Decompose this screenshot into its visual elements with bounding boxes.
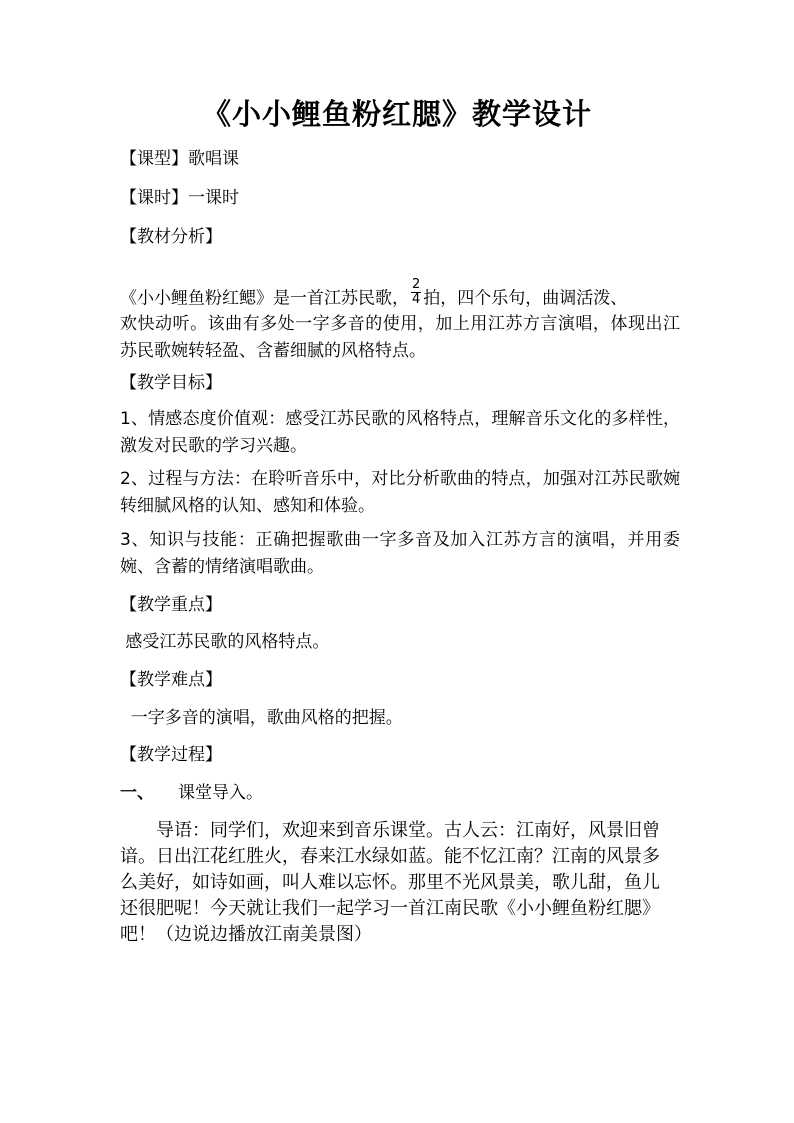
- time-signature-denominator: 4: [412, 292, 421, 307]
- goal-1: 1、情感态度价值观：感受江苏民歌的风格特点，理解音乐文化的多样性，激发对民歌的学习兴趣。: [120, 409, 680, 456]
- process-heading: 【教学过程】: [120, 745, 222, 765]
- document-title: 《小小鲤鱼粉红腮》教学设计: [201, 97, 592, 131]
- time-signature: [411, 278, 421, 307]
- time-signature-numerator: 2: [412, 277, 421, 292]
- goal-2: 2、过程与方法：在聆听音乐中，对比分析歌曲的特点，加强对江苏民歌婉转细腻风格的认知、感知和体验。: [120, 469, 680, 516]
- lesson-hours: 【课时】一课时: [120, 188, 239, 208]
- difficulty-heading: 【教学难点】: [120, 670, 222, 690]
- goal-3: 3、知识与技能：正确把握歌曲一字多音及加入江苏方言的演唱，并用委婉、含蓄的情绪演唱歌曲。: [120, 530, 680, 577]
- material-first-line: [120, 277, 680, 313]
- key-text: 感受江苏民歌的风格特点。: [120, 632, 330, 652]
- step-1-number: 一、: [120, 783, 154, 803]
- material-text-a: 《小小鲤鱼粉红鳃》是一首江苏民歌，: [120, 288, 409, 309]
- step-1-title: 课堂导入。: [178, 783, 263, 803]
- lesson-type: 【课型】歌唱课: [120, 149, 239, 169]
- step-1: [120, 780, 680, 806]
- difficulty-text: 一字多音的演唱，歌曲风格的把握。: [120, 708, 403, 728]
- key-heading: 【教学重点】: [120, 595, 222, 615]
- goals-heading: 【教学目标】: [120, 373, 222, 393]
- material-text-b: 拍，四个乐句，曲调活泼、: [423, 288, 628, 309]
- material-text-c: 欢快动听。该曲有多处一字多音的使用，加上用江苏方言演唱，体现出江苏民歌婉转轻盈、含蓄细腻的风格特点。: [120, 314, 680, 361]
- intro-paragraph: 导语：同学们，欢迎来到音乐课堂。古人云：江南好，风景旧曾谙。日出江花红胜火，春来江水绿如蓝。能不忆江南？江南的风景多么美好，如诗如画，叫人难以忘怀。那里不光风景美，歌儿甜，鱼儿还很肥呢！今天就让我们一起学习一首江南民歌《小小鲤鱼粉红腮》吧！（边说边播放江南美景图）: [120, 820, 660, 945]
- material-heading: 【教材分析】: [120, 227, 222, 247]
